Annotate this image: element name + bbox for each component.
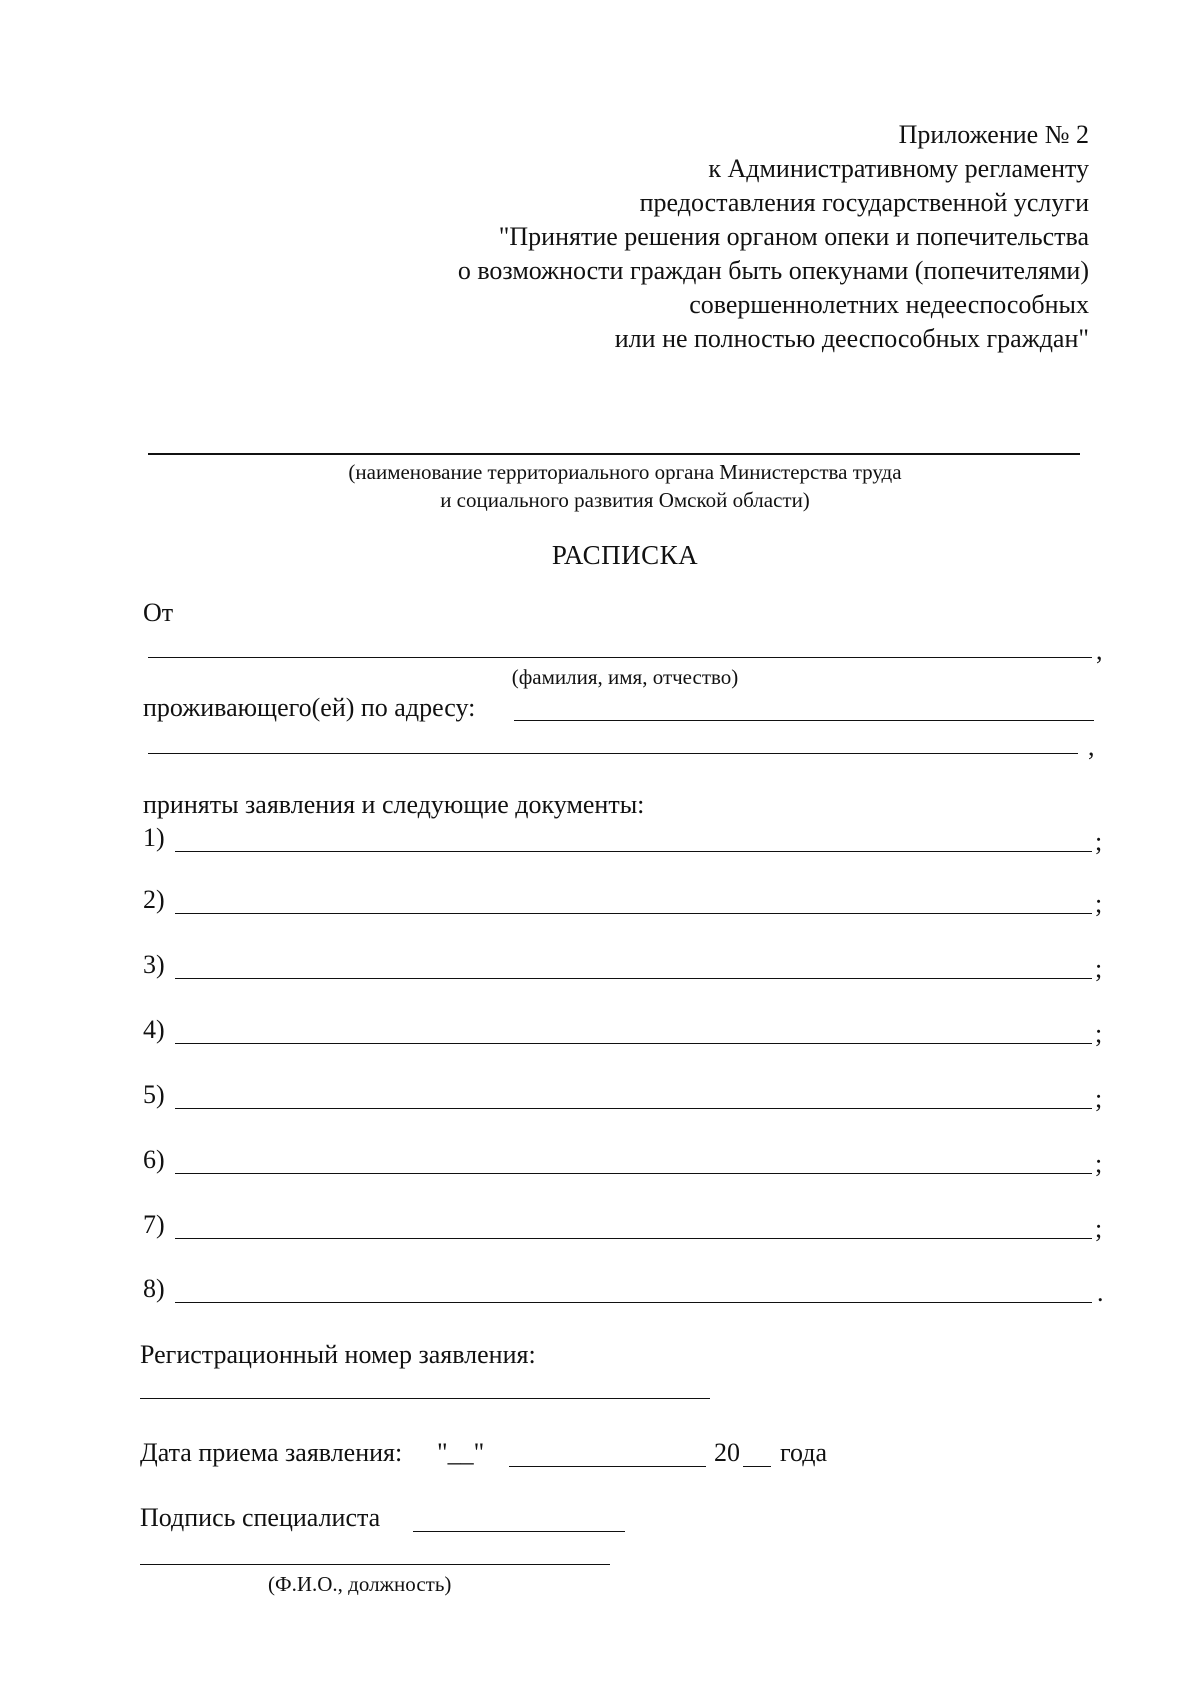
address-field-2[interactable] bbox=[148, 753, 1078, 754]
date-year-prefix: 20 bbox=[714, 1438, 740, 1467]
full-name-end-punct: , bbox=[1096, 636, 1103, 665]
document-item-field-2[interactable] bbox=[175, 913, 1092, 914]
date-day-blank[interactable]: "__" bbox=[437, 1438, 485, 1467]
document-item-field-8[interactable] bbox=[175, 1302, 1092, 1303]
signature-label: Подпись специалиста bbox=[140, 1503, 381, 1532]
address-field-1[interactable] bbox=[514, 720, 1094, 721]
full-name-caption: (фамилия, имя, отчество) bbox=[511, 665, 739, 689]
registration-number-field[interactable] bbox=[140, 1398, 710, 1399]
address-label: проживающего(ей) по адресу: bbox=[143, 693, 476, 722]
documents-intro: приняты заявления и следующие документы: bbox=[143, 790, 645, 819]
org-caption-line-2: и социального развития Омской области) bbox=[440, 488, 810, 512]
date-year-suffix: года bbox=[780, 1438, 828, 1467]
header-line-5: о возможности граждан быть опекунами (попечителями) bbox=[457, 256, 1089, 285]
document-item-end: ; bbox=[1095, 1019, 1103, 1048]
date-month-field[interactable] bbox=[509, 1466, 706, 1467]
date-year-field[interactable] bbox=[743, 1466, 771, 1467]
document-item-num: 8) bbox=[143, 1274, 165, 1303]
from-label: От bbox=[143, 598, 174, 627]
document-item-num: 1) bbox=[143, 823, 165, 852]
header-line-4: "Принятие решения органом опеки и попечительства bbox=[498, 222, 1089, 251]
document-item-field-5[interactable] bbox=[175, 1108, 1092, 1109]
address-end-punct: , bbox=[1088, 732, 1095, 761]
header-line-7: или не полностью дееспособных граждан" bbox=[614, 324, 1089, 353]
document-item-field-7[interactable] bbox=[175, 1238, 1092, 1239]
registration-label: Регистрационный номер заявления: bbox=[140, 1340, 536, 1369]
header-line-3: предоставления государственной услуги bbox=[639, 188, 1089, 217]
document-item-field-3[interactable] bbox=[175, 978, 1092, 979]
document-item-num: 6) bbox=[143, 1145, 165, 1174]
document-item-end: . bbox=[1097, 1278, 1104, 1307]
document-item-num: 3) bbox=[143, 950, 165, 979]
document-item-end: ; bbox=[1095, 889, 1103, 918]
document-item-num: 2) bbox=[143, 885, 165, 914]
header-line-6: совершеннолетних недееспособных bbox=[689, 290, 1089, 319]
document-item-num: 4) bbox=[143, 1015, 165, 1044]
document-item-end: ; bbox=[1095, 1214, 1103, 1243]
date-label: Дата приема заявления: bbox=[140, 1438, 403, 1467]
full-name-field[interactable] bbox=[148, 657, 1092, 658]
document-item-num: 7) bbox=[143, 1210, 165, 1239]
document-item-end: ; bbox=[1095, 827, 1103, 856]
header-line-2: к Административному регламенту bbox=[708, 154, 1089, 183]
document-item-field-4[interactable] bbox=[175, 1043, 1092, 1044]
document-item-field-1[interactable] bbox=[175, 851, 1092, 852]
document-item-end: ; bbox=[1095, 1084, 1103, 1113]
document-item-num: 5) bbox=[143, 1080, 165, 1109]
document-title: РАСПИСКА bbox=[551, 540, 699, 570]
document-item-field-6[interactable] bbox=[175, 1173, 1092, 1174]
document-item-end: ; bbox=[1095, 954, 1103, 983]
specialist-name-field[interactable] bbox=[140, 1564, 610, 1565]
org-name-field[interactable] bbox=[148, 453, 1080, 455]
signature-field[interactable] bbox=[413, 1531, 625, 1532]
org-caption-line-1: (наименование территориального органа Министерства труда bbox=[348, 460, 902, 484]
header-line-1: Приложение № 2 bbox=[898, 120, 1089, 149]
specialist-caption: (Ф.И.О., должность) bbox=[268, 1572, 452, 1596]
document-item-end: ; bbox=[1095, 1149, 1103, 1178]
